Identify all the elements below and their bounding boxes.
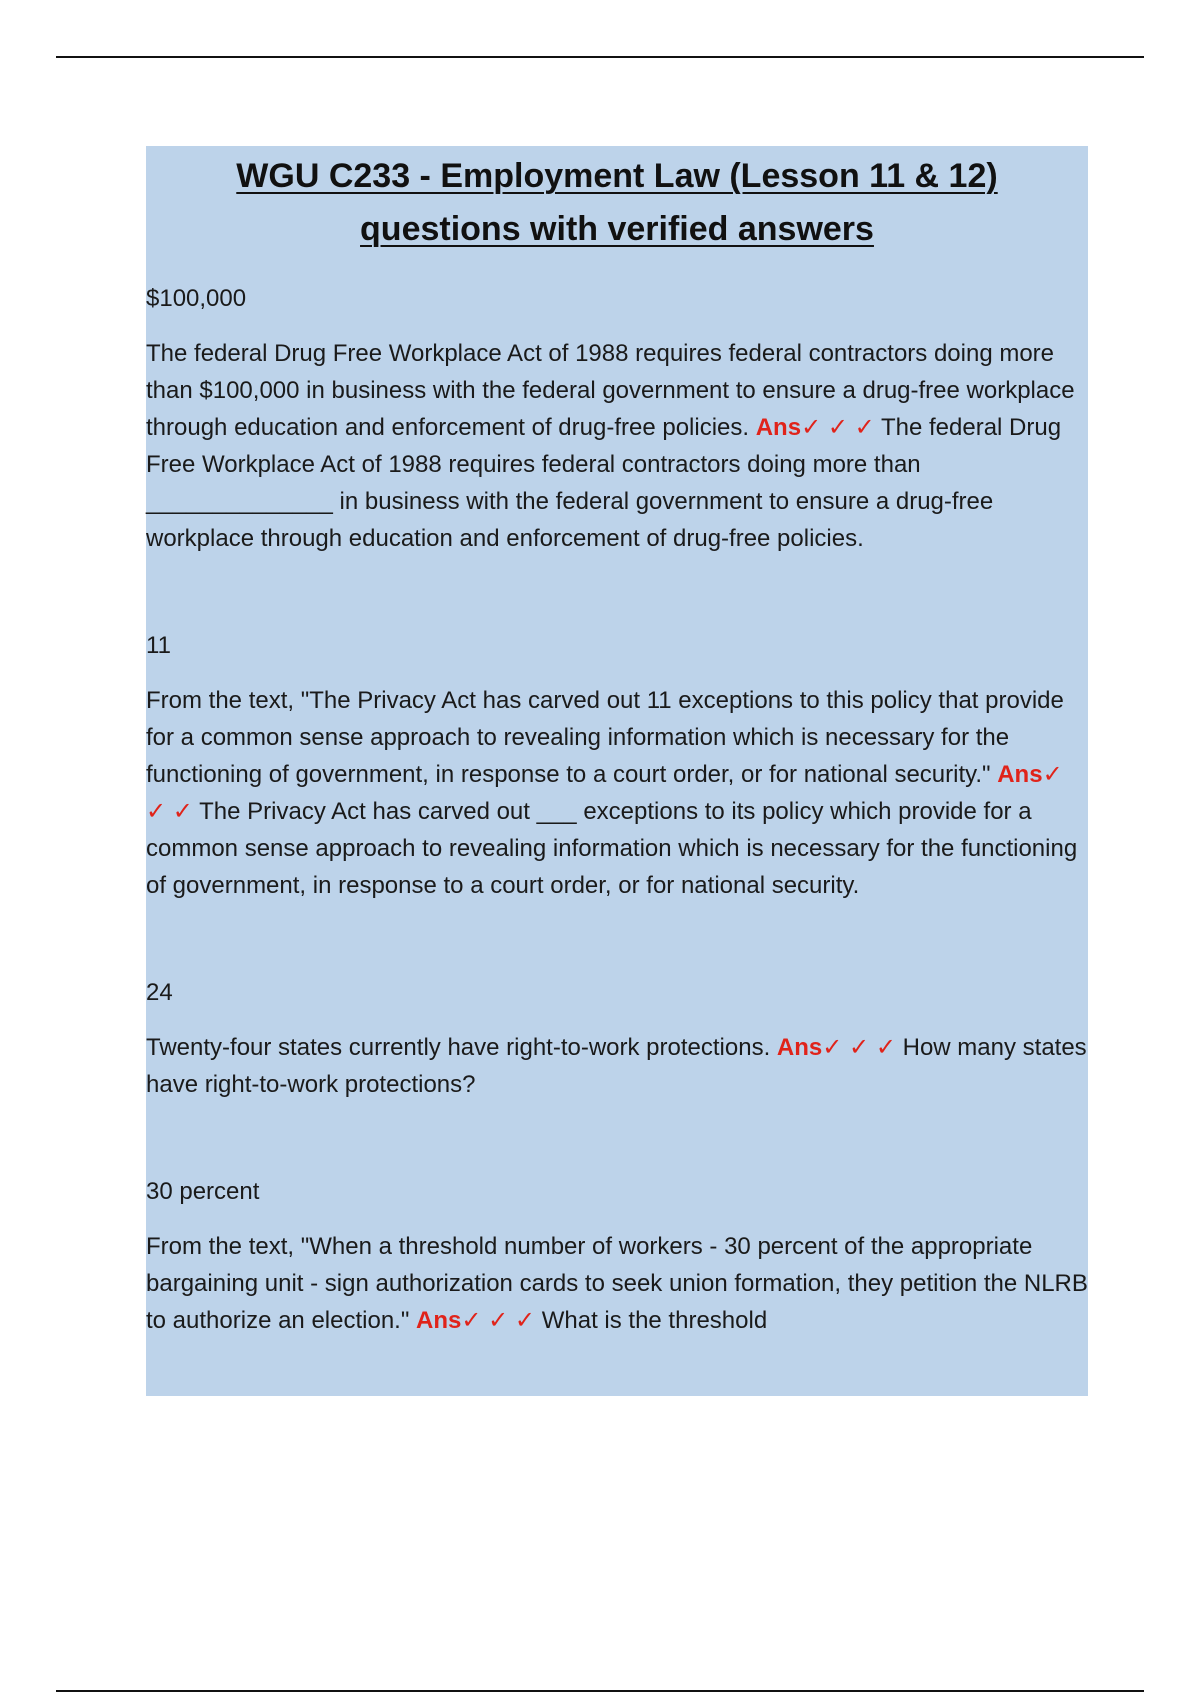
answer-marker: [777, 1034, 896, 1061]
answer-label: Ans: [997, 761, 1043, 788]
answer-label: Ans: [776, 1034, 823, 1061]
entry-question: The Privacy Act has carved out ___ exceptions to its policy which provide for a common sense approach to revealing information which is necessary for the functioning of government, in response to a court order, or for national security.: [146, 798, 1078, 899]
entry-question: The federal Drug Free Workplace Act of 1988 requires federal contractors doing more than ______________ in business with the federal government to ensure a drug-free workplace through education and enforcement of drug-free policies.: [146, 414, 1062, 552]
bottom-rule: [56, 1690, 1144, 1692]
entry-term: $100,000: [146, 285, 247, 312]
entry-body: [146, 682, 1088, 904]
entry-definition: The federal Drug Free Workplace Act of 1988 requires federal contractors doing more than $100,000 in business with the federal government to ensure a drug-free workplace through education and enforcement of drug-free policies.: [146, 340, 1075, 441]
answer-marker: [756, 414, 875, 441]
answer-marker: [416, 1307, 535, 1334]
entry-term: 30 percent: [146, 1178, 260, 1205]
document-title: [146, 146, 1088, 256]
entry-body: [146, 335, 1088, 557]
entry-body: [146, 1228, 1088, 1339]
entry-definition: From the text, "The Privacy Act has carved out 11 exceptions to this policy that provide for a common sense approach to revealing information which is necessary for the functioning of government, in response to a court order, or for national security.": [146, 687, 1064, 788]
entry-definition: From the text, "When a threshold number of workers - 30 percent of the appropriate bargaining unit - sign authorization cards to seek union formation, they petition the NLRB to authorize an election.": [146, 1233, 1088, 1334]
document-title-line-1: WGU C233 - Employment Law (Lesson 11 & 12): [236, 157, 998, 195]
entry-term: 24: [146, 979, 173, 1006]
document-content-panel: [146, 146, 1088, 1396]
check-icon: ✓ ✓ ✓: [801, 414, 875, 441]
check-icon: ✓ ✓ ✓: [822, 1034, 896, 1061]
document-title-line-2: questions with verified answers: [360, 210, 874, 248]
entry-definition: Twenty-four states currently have right-to-work protections.: [146, 1034, 771, 1061]
entry-term: 11: [146, 632, 171, 659]
top-rule: [56, 56, 1144, 58]
check-icon: ✓ ✓ ✓: [146, 761, 1063, 825]
answer-label: Ans: [755, 414, 802, 441]
entry-question: How many states have right-to-work protections?: [146, 1034, 1087, 1098]
entry-body: [146, 1029, 1088, 1103]
entry-question: What is the threshold: [541, 1307, 768, 1334]
check-icon: ✓ ✓ ✓: [461, 1307, 536, 1334]
answer-label: Ans: [416, 1307, 462, 1334]
